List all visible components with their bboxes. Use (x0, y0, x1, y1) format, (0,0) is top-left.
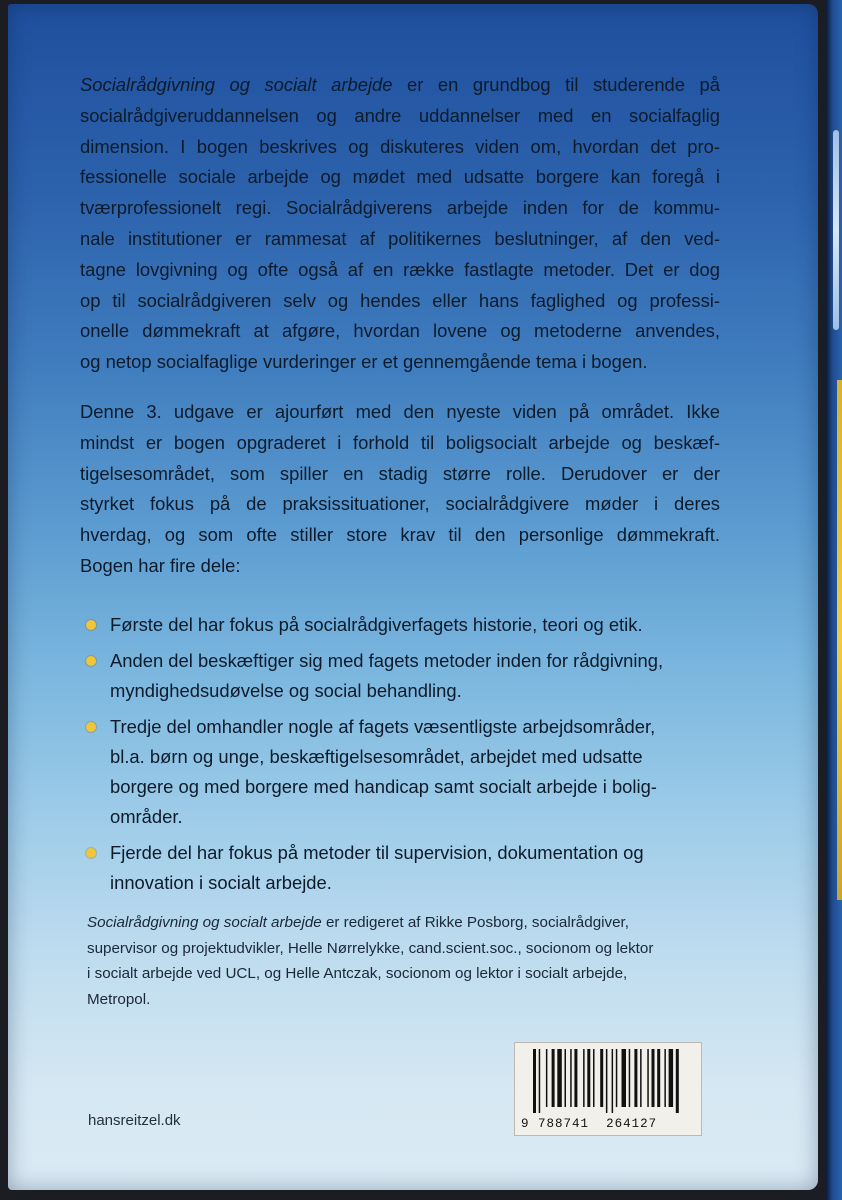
list-item: Anden del beskæftiger sig med fagets metoder inden for rådgivning, myndighedsudøvelse og social behandling. (84, 646, 724, 706)
intro-line: onelle dømmekraft at afgøre, hvordan lovene og metoderne anvendes, (80, 320, 720, 342)
barcode-bar (676, 1049, 679, 1113)
barcode-bar (570, 1049, 572, 1107)
barcode (514, 1042, 702, 1136)
barcode-bar (583, 1049, 585, 1107)
edition-line: Bogen har fire dele: (80, 554, 241, 576)
barcode-bar (587, 1049, 590, 1107)
barcode-bar (606, 1049, 608, 1113)
parts-list (84, 610, 724, 904)
edition-paragraph (80, 397, 720, 582)
intro-line: tværprofessionelt regi. Socialrådgiverens arbejde inden for de kommu- (80, 197, 720, 219)
bullet-dot-icon (86, 656, 96, 666)
credits-book-title: Socialrådgivning og socialt arbejde (87, 914, 322, 931)
intro-line: dimension. I bogen beskrives og diskuteres viden om, hvordan det pro- (80, 135, 720, 157)
book-spine-edge (826, 0, 842, 1200)
barcode-bar (664, 1049, 666, 1107)
intro-line: tagne lovgivning og ofte også af en række fastlagte metoder. Det er dog (80, 258, 720, 280)
barcode-bar (557, 1049, 562, 1107)
list-item: Første del har fokus på socialrådgiverfagets historie, teori og etik. (84, 610, 724, 640)
isbn-number: 9 788741 264127 (521, 1117, 658, 1131)
publisher-website: hansreitzel.dk (88, 1112, 181, 1129)
edition-line: mindst er bogen opgraderet i forhold til boligsocialt arbejde og beskæf- (80, 431, 720, 453)
list-item: Tredje del omhandler nogle af fagets væsentligste arbejdsområder, bl.a. børn og unge, beskæftigelsesområdet, arbejdet med udsatte borgere og med borgere med handicap samt socialt arbejde i bolig- områder. (84, 712, 724, 832)
intro-line: og netop socialfaglige vurderinger er et gennemgående tema i bogen. (80, 351, 648, 373)
list-item: Fjerde del har fokus på metoder til supervision, dokumentation og innovation i socialt arbejde. (84, 838, 724, 898)
barcode-bar (652, 1049, 655, 1107)
barcode-bar (539, 1049, 541, 1113)
edition-line: Denne 3. udgave er ajourført med den nyeste viden på området. Ikke (80, 401, 720, 422)
intro-line: socialrådgiveruddannelsen og andre uddannelser med en socialfaglig (80, 104, 720, 126)
intro-paragraph: Socialrådgivning og socialt arbejde er en grundbog til studerende på socialrådgiveruddannelsen og andre uddannelser med en socialfaglig dimension. I bogen beskrives og diskuteres viden om, hvordan det pro- fessionelle sociale arbejde og mødet med udsatte borgere kan foregå i tværprofessionelt regi. Socialrådgiverens arbejde inden for de kommu- nale institutioner er rammesat af politikernes beslutninger, af den ved- tagne lovgivning og ofte også af en række fastlagte metoder. Det er dog op til socialrådgiveren selv og hendes eller hans faglighed og professi- onelle dømmekraft at afgøre, hvordan lovene og metoderne anvendes, og netop socialfaglige vurderinger er et gennemgående tema i bogen. (80, 70, 720, 378)
barcode-bar (612, 1049, 614, 1113)
bullet-dot-icon (86, 848, 96, 858)
barcode-bar (600, 1049, 603, 1107)
barcode-bar (565, 1049, 567, 1107)
barcode-bar (657, 1049, 660, 1107)
barcode-bar (616, 1049, 618, 1107)
barcode-bar (552, 1049, 555, 1107)
intro-book-title: Socialrådgivning og socialt arbejde (80, 74, 393, 95)
edition-line: tigelsesområdet, som spiller en stadig større rolle. Derudover er der (80, 462, 720, 484)
intro-line: op til socialrådgiveren selv og hendes eller hans faglighed og professi- (80, 289, 720, 311)
barcode-bar (647, 1049, 649, 1107)
barcode-bar (574, 1049, 577, 1107)
barcode-bars (519, 1049, 697, 1113)
intro-line: fessionelle sociale arbejde og mødet med udsatte borgere kan foregå i (80, 166, 720, 188)
intro-line: nale institutioner er rammesat af politikernes beslutninger, af den ved- (80, 227, 720, 249)
barcode-bar (622, 1049, 627, 1107)
back-cover (8, 4, 818, 1190)
barcode-bar (669, 1049, 674, 1107)
barcode-bar (593, 1049, 595, 1107)
editors-credits: Socialrådgivning og socialt arbejde er redigeret af Rikke Posborg, socialrådgiver, supervisor og projektudvikler, Helle Nørrelykke, cand.scient.soc., socionom og lektor i socialt arbejde ved UCL, og Helle Antczak, socionom og lektor i socialt arbejde, Metropol. (87, 914, 654, 1008)
barcode-bar (640, 1049, 642, 1107)
edition-line: hverdag, og som ofte stiller store krav til den personlige dømmekraft. (80, 524, 720, 546)
bullet-dot-icon (86, 620, 96, 630)
edition-line: styrket fokus på de praksissituationer, socialrådgivere møder i deres (80, 493, 720, 515)
barcode-bar (533, 1049, 536, 1113)
barcode-bar (629, 1049, 631, 1107)
barcode-bar (634, 1049, 637, 1107)
spine-highlight (833, 130, 839, 330)
bullet-dot-icon (86, 722, 96, 732)
spine-yellow-band (837, 380, 842, 900)
barcode-bar (546, 1049, 548, 1107)
